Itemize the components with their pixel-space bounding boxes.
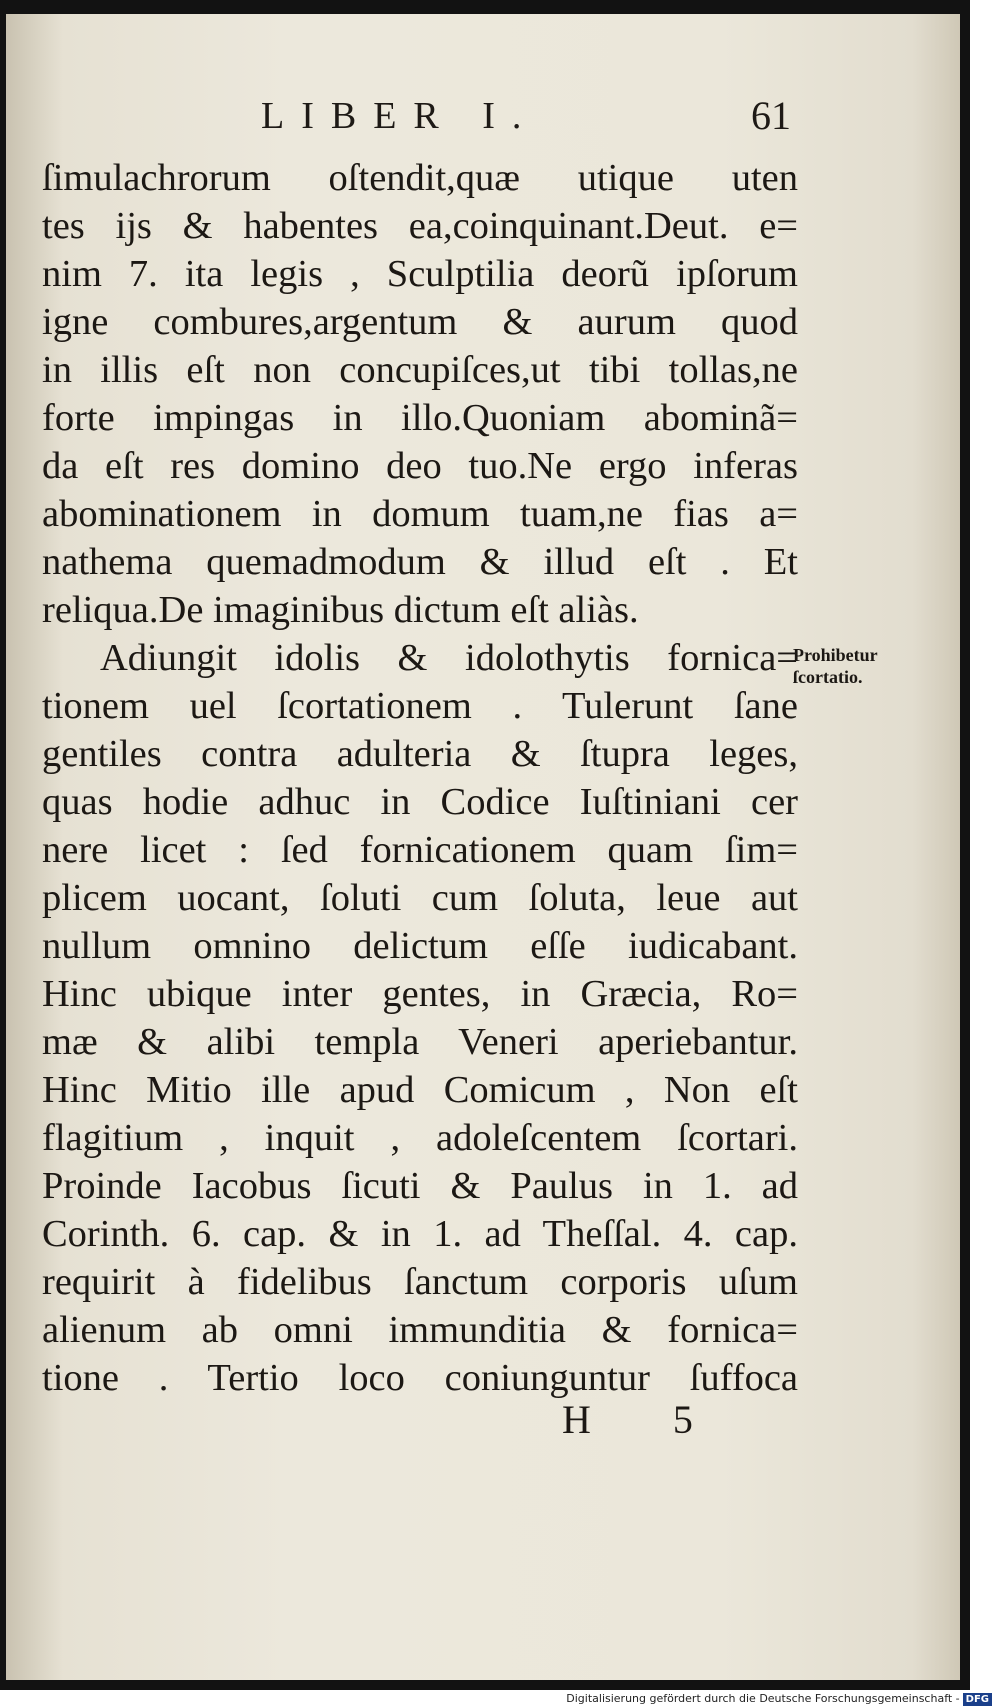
- body-text: [42, 154, 798, 1402]
- text-line: Proinde Iacobus ſicuti & Paulus in 1. ad: [42, 1165, 798, 1207]
- text-line: tione . Tertio loco coniunguntur ſuffoca: [42, 1357, 798, 1399]
- text-line: mæ & alibi templa Veneri aperiebantur.: [42, 1021, 798, 1063]
- text-line: requirit à fidelibus ſanctum corporis uſum: [42, 1261, 798, 1303]
- marginal-note-line: ſcortatio.: [793, 667, 863, 687]
- text-line: igne combures,argentum & aurum quod: [42, 301, 798, 343]
- text-line: Hinc ubique inter gentes, in Græcia, Ro=: [42, 973, 798, 1015]
- text-line: da eſt res domino deo tuo.Ne ergo inferas: [42, 445, 798, 487]
- text-line: Hinc Mitio ille apud Comicum , Non eſt: [42, 1069, 798, 1111]
- text-line: gentiles contra adulteria & ſtupra leges,: [42, 733, 798, 775]
- book-page: [6, 14, 960, 1680]
- page-number: 61: [751, 93, 791, 138]
- text-line: forte impingas in illo.Quoniam abominã=: [42, 397, 798, 439]
- digitization-credit: [566, 1690, 992, 1708]
- text-line: alienum ab omni immunditia & fornica=: [42, 1309, 798, 1351]
- credit-text: Digitalisierung gefördert durch die Deutsche Forschungsgemeinschaft -: [566, 1692, 960, 1705]
- text-line: nathema quemadmodum & illud eſt . Et: [42, 541, 798, 583]
- marginal-note-line: Prohibetur: [793, 645, 878, 665]
- text-line: reliqua.De imaginibus dictum eſt aliàs.: [42, 589, 639, 631]
- text-line: ſimulachrorum oſtendit,quæ utique uten: [42, 157, 798, 199]
- text-line: in illis eſt non concupiſces,ut tibi tollas,ne: [42, 349, 798, 391]
- text-line: flagitium , inquit , adoleſcentem ſcortari.: [42, 1117, 798, 1159]
- text-line: Corinth. 6. cap. & in 1. ad Theſſal. 4. cap.: [42, 1213, 798, 1255]
- running-head: LIBER I.: [261, 95, 539, 137]
- text-line: tes ijs & habentes ea,coinquinant.Deut. e=: [42, 205, 798, 247]
- text-line: nullum omnino delictum eſſe iudicabant.: [42, 925, 798, 967]
- signature-mark: H 5: [562, 1397, 729, 1442]
- text-line: plicem uocant, ſoluti cum ſoluta, leue aut: [42, 877, 798, 919]
- text-line: nim 7. ita legis , Sculptilia deorũ ipſorum: [42, 253, 798, 295]
- dfg-logo: DFG: [963, 1693, 992, 1706]
- text-line: abominationem in domum tuam,ne fias a=: [42, 493, 798, 535]
- marginal-note: [793, 644, 878, 688]
- text-line: quas hodie adhuc in Codice Iuſtiniani cer: [42, 781, 798, 823]
- text-line: nere licet : ſed fornicationem quam ſim=: [42, 829, 798, 871]
- text-line: tionem uel ſcortationem . Tulerunt ſane: [42, 685, 798, 727]
- text-line: Adiungit idolis & idolothytis fornica=: [100, 637, 798, 679]
